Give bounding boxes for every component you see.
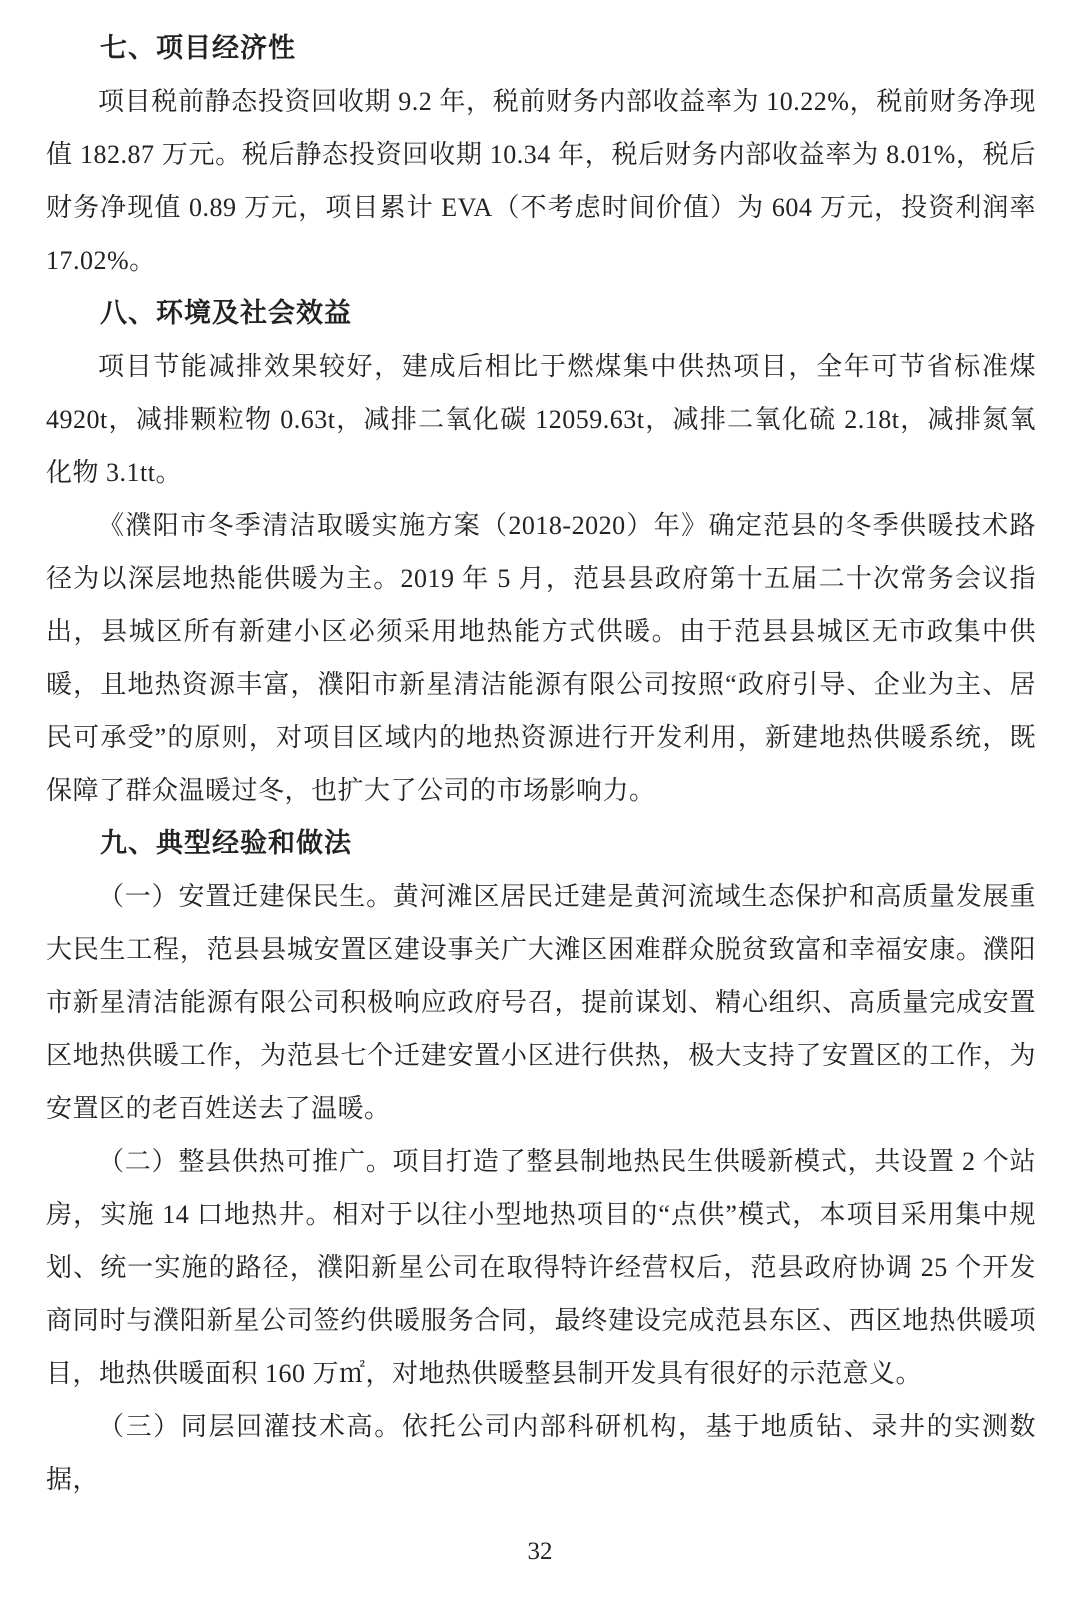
paragraph-reinjection-technology: （三）同层回灌技术高。依托公司内部科研机构，基于地质钻、录井的实测数据，: [46, 1412, 1036, 1494]
paragraph-resettlement-livelihood: （一）安置迁建保民生。黄河滩区居民迁建是黄河流域生态保护和高质量发展重大民生工程，范县县城安置区建设事关广大滩区困难群众脱贫致富和幸福安康。濮阳市新星清洁能源有限公司积极响应政府号召，提前谋划、精心组织、高质量完成安置区地热供暖工作，为范县七个迁建安置小区进行供热，极大支持了安置区的工作，为安置区的老百姓送去了温暖。: [46, 882, 1036, 1123]
page-number: 32: [527, 1538, 553, 1565]
paragraph-heating-policy: 《濮阳市冬季清洁取暖实施方案（2018-2020）年》确定范县的冬季供暖技术路径为以深层地热能供暖为主。2019 年 5 月，范县县政府第十五届二十次常务会议指出，县城区所有新建小区必须采用地热能方式供暖。由于范县县城区无市政集中供暖，且地热资源丰富，濮阳市新星清洁能源有限公司按照“政府引导、企业为主、居民可承受”的原则，对项目区域内的地热资源进行开发利用，新建地热供暖系统，既保障了群众温暖过冬，也扩大了公司的市场影响力。: [46, 511, 1036, 805]
section-heading-8-environment-social-benefits: 八、环境及社会效益: [100, 298, 352, 328]
paragraph-emission-reduction: 项目节能减排效果较好，建成后相比于燃煤集中供热项目，全年可节省标准煤 4920t，减排颗粒物 0.63t，减排二氧化碳 12059.63t，减排二氧化硫 2.18t，减排氮氧化物 3.1tt。: [46, 352, 1036, 487]
section-heading-9-typical-experience: 九、典型经验和做法: [100, 828, 352, 858]
paragraph-county-wide-heating: （二）整县供热可推广。项目打造了整县制地热民生供暖新模式，共设置 2 个站房，实施 14 口地热井。相对于以往小型地热项目的“点供”模式，本项目采用集中规划、统一实施的路径，濮阳新星公司在取得特许经营权后，范县政府协调 25 个开发商同时与濮阳新星公司签约供暖服务合同，最终建设完成范县东区、西区地热供暖项目，地热供暖面积 160 万㎡，对地热供暖整县制开发具有很好的示范意义。: [46, 1147, 1036, 1388]
section-heading-7-project-economics: 七、项目经济性: [100, 33, 296, 63]
paragraph-project-economics: 项目税前静态投资回收期 9.2 年，税前财务内部收益率为 10.22%，税前财务净现值 182.87 万元。税后静态投资回收期 10.34 年，税后财务内部收益率为 8.01%，税后财务净现值 0.89 万元，项目累计 EVA（不考虑时间价值）为 604 万元，投资利润率 17.02%。: [46, 87, 1036, 275]
